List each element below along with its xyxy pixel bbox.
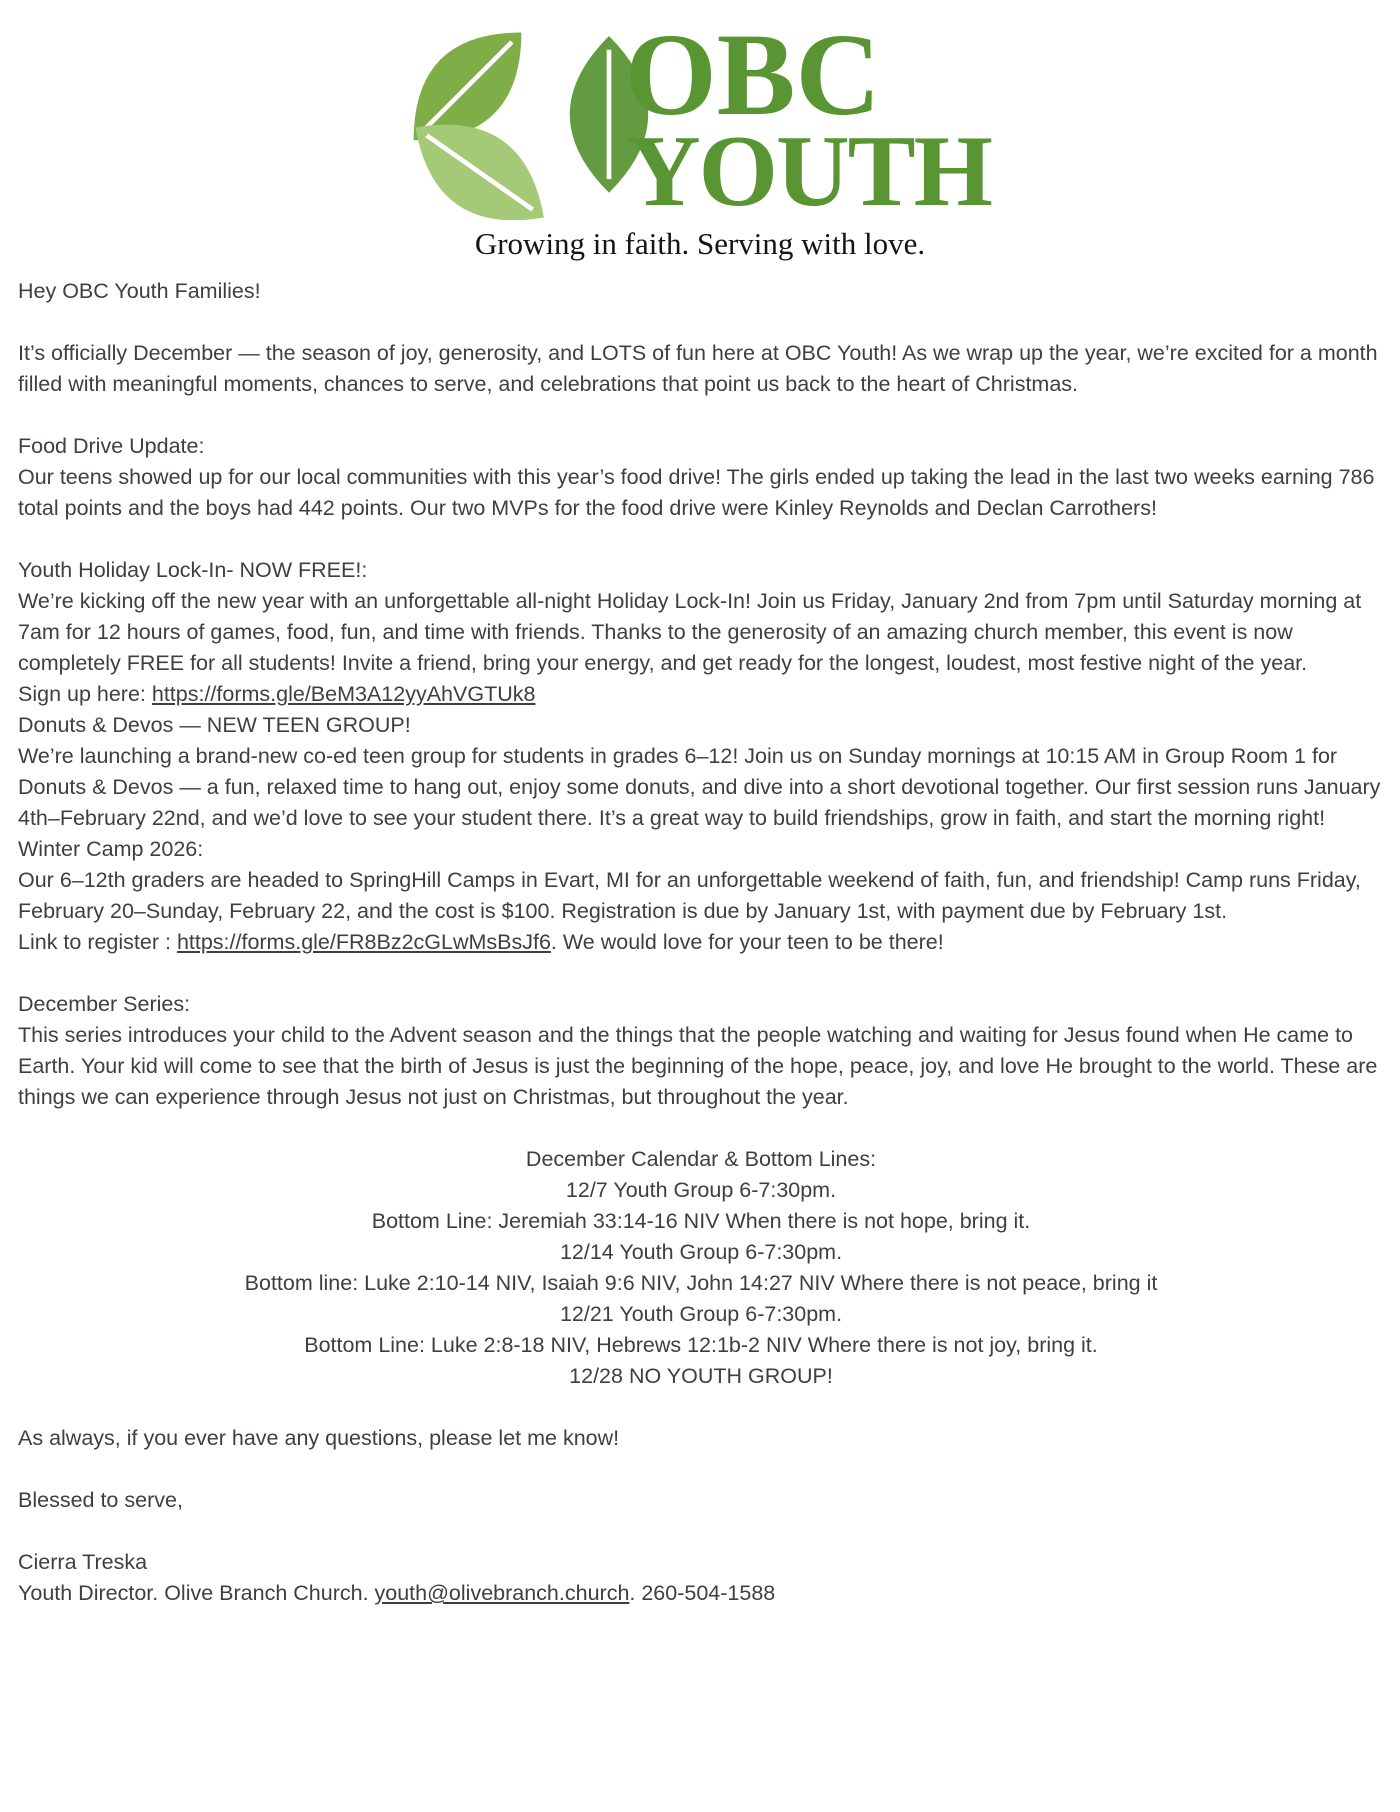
donuts-heading: Donuts & Devos — NEW TEEN GROUP!	[18, 713, 411, 737]
signoff-line	[18, 1485, 1384, 1516]
december-series-heading: December Series:	[18, 992, 191, 1016]
calendar-line: 12/7 Youth Group 6-7:30pm.	[565, 1178, 837, 1202]
logo-wordmark	[624, 9, 992, 229]
logo-youth-text: YOUTH	[626, 115, 992, 229]
signoff-text: Blessed to serve,	[18, 1488, 183, 1512]
calendar-line: Bottom Line: Jeremiah 33:14-16 NIV When there is not hope, bring it.	[371, 1209, 1031, 1233]
winter-camp-body: Our 6–12th graders are headed to SpringHill Camps in Evart, MI for an unforgettable weekend of faith, fun, and friendship! Camp runs Friday, February 20–Sunday, February 22, and the cost is $100. Registration is due by January 1st, with payment due by February 1st.	[18, 868, 1361, 923]
lock-in-body: We’re kicking off the new year with an unforgettable all-night Holiday Lock-In! Join us Friday, January 2nd from 7pm until Saturday morning at 7am for 12 hours of games, food, fun, and time with friends. Thanks to the generosity of an amazing church member, this event is now completely FREE for all students! Invite a friend, bring your energy, and get ready for the longest, loudest, most festive night of the year.	[18, 589, 1362, 675]
signature-email-link[interactable]: youth@olivebranch.church	[374, 1581, 630, 1605]
intro-paragraph	[18, 338, 1384, 400]
intro-text: It’s officially December — the season of joy, generosity, and LOTS of fun here at OBC Youth! As we wrap up the year, we’re excited for a month filled with meaningful moments, chances to serve, and celebrations that point us back to the heart of Christmas.	[18, 341, 1378, 396]
calendar-line: 12/14 Youth Group 6-7:30pm.	[559, 1240, 843, 1264]
calendar-heading: December Calendar & Bottom Lines:	[525, 1147, 877, 1171]
food-drive-heading: Food Drive Update:	[18, 434, 205, 458]
lock-in-signup-line	[18, 679, 1384, 710]
winter-camp-heading: Winter Camp 2026:	[18, 837, 204, 861]
food-drive-section	[18, 431, 1384, 524]
lock-in-signup-link[interactable]: https://forms.gle/BeM3A12yyAhVGTUk8	[151, 682, 536, 706]
obc-youth-logo	[0, 9, 1400, 229]
calendar-line: 12/28 NO YOUTH GROUP!	[569, 1364, 833, 1388]
winter-camp-register-line	[18, 927, 1384, 958]
lock-in-heading: Youth Holiday Lock-In- NOW FREE!:	[18, 558, 368, 582]
greeting-text: Hey OBC Youth Families!	[18, 279, 261, 303]
logo-obc-text: OBC	[624, 9, 881, 140]
december-series-body: This series introduces your child to the Advent season and the things that the people watching and waiting for Jesus found when He came to Earth. Your kid will come to see that the birth of Jesus is just the beginning of the hope, peace, joy, and love He brought to the world. These are things we can experience through Jesus not just on Christmas, but throughout the year.	[18, 1023, 1378, 1109]
register-suffix: . We would love for your teen to be there!	[550, 930, 944, 954]
events-section	[18, 555, 1384, 958]
logo-tagline: Growing in faith. Serving with love.	[474, 226, 926, 261]
signup-label: Sign up here:	[18, 682, 152, 706]
signature-title-prefix: Youth Director. Olive Branch Church.	[18, 1581, 375, 1605]
letter-body	[0, 262, 1400, 1609]
signature-title-suffix: . 260-504-1588	[629, 1581, 776, 1605]
calendar-line: Bottom line: Luke 2:10-14 NIV, Isaiah 9:6 NIV, John 14:27 NIV Where there is not peace, bring it	[244, 1271, 1158, 1295]
donuts-body: We’re launching a brand-new co-ed teen group for students in grades 6–12! Join us on Sunday mornings at 10:15 AM in Group Room 1 for Donuts & Devos — a fun, relaxed time to hang out, enjoy some donuts, and dive into a short devotional together. Our first session runs January 4th–February 22nd, and we’d love to see your student there. It’s a great way to build friendships, grow in faith, and start the morning right!	[18, 744, 1381, 830]
signature-section	[18, 1547, 1384, 1609]
register-label: Link to register :	[18, 930, 177, 954]
newsletter-header	[0, 0, 1400, 262]
signature-name: Cierra Treska	[18, 1550, 148, 1574]
calendar-section	[18, 1144, 1384, 1392]
winter-camp-register-link[interactable]: https://forms.gle/FR8Bz2cGLwMsBsJf6	[176, 930, 551, 954]
questions-text: As always, if you ever have any questions, please let me know!	[18, 1426, 620, 1450]
questions-line	[18, 1423, 1384, 1454]
calendar-line: Bottom Line: Luke 2:8-18 NIV, Hebrews 12:1b-2 NIV Where there is not joy, bring it.	[304, 1333, 1098, 1357]
december-series-section	[18, 989, 1384, 1113]
food-drive-body: Our teens showed up for our local communities with this year’s food drive! The girls ended up taking the lead in the last two weeks earning 786 total points and the boys had 442 points. Our two MVPs for the food drive were Kinley Reynolds and Declan Carrothers!	[18, 465, 1375, 520]
greeting	[18, 276, 1384, 307]
calendar-line: 12/21 Youth Group 6-7:30pm.	[559, 1302, 843, 1326]
signature-title-line	[18, 1578, 1384, 1609]
